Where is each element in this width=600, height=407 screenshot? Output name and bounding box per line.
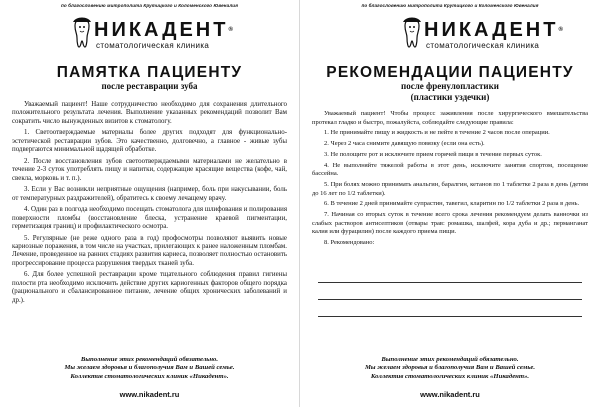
leaflet-body	[12, 101, 287, 305]
blessing-credit: по благословению митрополита Крутицкого и Коломенского Ювеналия	[361, 3, 539, 8]
intro-paragraph: Уважаемый пациент! Наше сотрудничество необходимо для сохранения длительного положительного результата лечения. Выполнение указанных рекомендаций позволит Вам сократить число вынужденных визитов к стоматологу.	[12, 101, 287, 125]
clinic-logo	[12, 10, 287, 54]
intro-paragraph: Уважаемый пациент! Чтобы процесс заживления после хирургического вмешательства протекал гладко и быстро, пожалуйста, соблюдайте следующие правила:	[312, 110, 588, 126]
handwriting-lines	[312, 266, 588, 317]
closing-note: Выполнение этих рекомендаций обязательно. Мы желаем здоровья и благополучия Вам и Вашей семье. Коллектив стоматологических клиник «Никадент».	[64, 355, 235, 380]
clinic-logo	[312, 10, 588, 54]
tooth-mascot-icon	[72, 16, 92, 50]
leaflet-subtitle: после реставрации зуба	[101, 81, 198, 91]
brand-subtitle: стоматологическая клиника	[96, 41, 210, 50]
tooth-mascot-icon	[402, 16, 422, 50]
brand-subtitle: стоматологическая клиника	[426, 41, 540, 50]
recommendation-item: 2. После восстановления зубов светоотверждаемыми материалами не желательно в течение 2-3 суток употреблять пищу и напитки, содержащие красящие вещества (кофе, чай, свекла, морковь и т. п.).	[12, 157, 287, 182]
closing-note: Выполнение этих рекомендаций обязательно. Мы желаем здоровья и благополучия Вам и Вашей семье. Коллектив стоматологических клиник «Никадент».	[364, 355, 536, 380]
recommendation-item: 5. Регулярные (не реже одного раза в год) профосмотры позволяют выявить новые кариозные поражения, в том числе на участках, прилегающих к ранее наложенным пломбам. Лечение, проведенное на ранних стадиях развития кариеса, позволяет полностью остановить прогрессирование процесса разрушения твердых тканей зуба.	[12, 234, 287, 267]
recommendation-item: 7. Начиная со вторых суток в течение всего срока лечения рекомендуем делать ванночки из слабых растворов антисептиков (отвары трав: ромашка, шалфей, кора дуба и др.; перманганат калия или фурацилин) после каждого приема пищи.	[312, 211, 588, 236]
leaflet-subtitle: после френулопластики	[401, 81, 499, 91]
writing-line[interactable]	[318, 283, 582, 300]
leaflet-title: ПАМЯТКА ПАЦИЕНТУ	[56, 64, 243, 81]
leaflet-frenuloplasty	[300, 0, 600, 407]
leaflet-body	[312, 110, 588, 248]
recommendation-item: 4. Не выполняйте тяжелой работы в этот день, исключите занятия спортом, посещение бассейна.	[312, 161, 588, 178]
brand-name: НИКАДЕНТ®	[94, 19, 233, 41]
blessing-credit: по благословению митрополита Крутицкого и Коломенского Ювеналия	[60, 3, 239, 8]
website-link[interactable]: www.nikadent.ru	[420, 390, 480, 399]
recommendation-item: 1. Светоотверждаемые материалы более других подходят для функционально-эстетической реставрации зубов. Это качественно, долговечно, а главное - живые зубы подвергаются минимальной щадящей обработке.	[12, 129, 287, 154]
recommendation-item: 3. Не полощите рот и исключите прием горячей пищи в течение первых суток.	[324, 150, 542, 158]
recommendation-item: 5. При болях можно принимать анальгин, баралгин, кетанов по 1 таблетке 2 раза в день (детям до 16 лет по 1/2 таблетки).	[312, 181, 588, 197]
brand-name: НИКАДЕНТ®	[424, 19, 563, 41]
recommendation-item: 1. Не принимайте пищу и жидкость и не пейте в течение 2 часов после операции.	[324, 129, 550, 137]
writing-line[interactable]	[318, 266, 582, 283]
leaflet-subtitle-note: (пластики уздечки)	[410, 92, 490, 102]
recommendation-item: 2. Через 2 часа снимите давящую повязку (если она есть).	[324, 140, 485, 148]
recommendation-item: 3. Если у Вас возникли неприятные ощущения (например, боль при накусывании, боль от температурных раздражителей), обратитесь к своему лечащему врачу.	[12, 186, 287, 202]
recommendation-item: 4. Один раз в полгода необходимо посещать стоматолога для шлифования и полирования поверхности пломбы (восстановление блеска, устранение краевой пигментации, герметизация границ) и профилактического осмотра.	[12, 206, 287, 231]
website-link[interactable]: www.nikadent.ru	[119, 390, 180, 399]
writing-line[interactable]	[318, 300, 582, 317]
recommendation-item: 6. Для более успешной реставрации кроме тщательного соблюдения правил гигиены полости рта необходимо исключить действие других кариогенных факторов общего порядка (рационального и сбалансированное питание, лечение общих хронических заболеваний и др.).	[12, 271, 287, 304]
recommendation-item: 8. Рекомендовано:	[324, 239, 375, 247]
recommendation-item: 6. В течение 2 дней принимайте супрастин, тавегил, кларитин по 1/2 таблетки 2 раза в день.	[324, 200, 580, 208]
leaflet-title: РЕКОМЕНДАЦИИ ПАЦИЕНТУ	[326, 64, 574, 81]
